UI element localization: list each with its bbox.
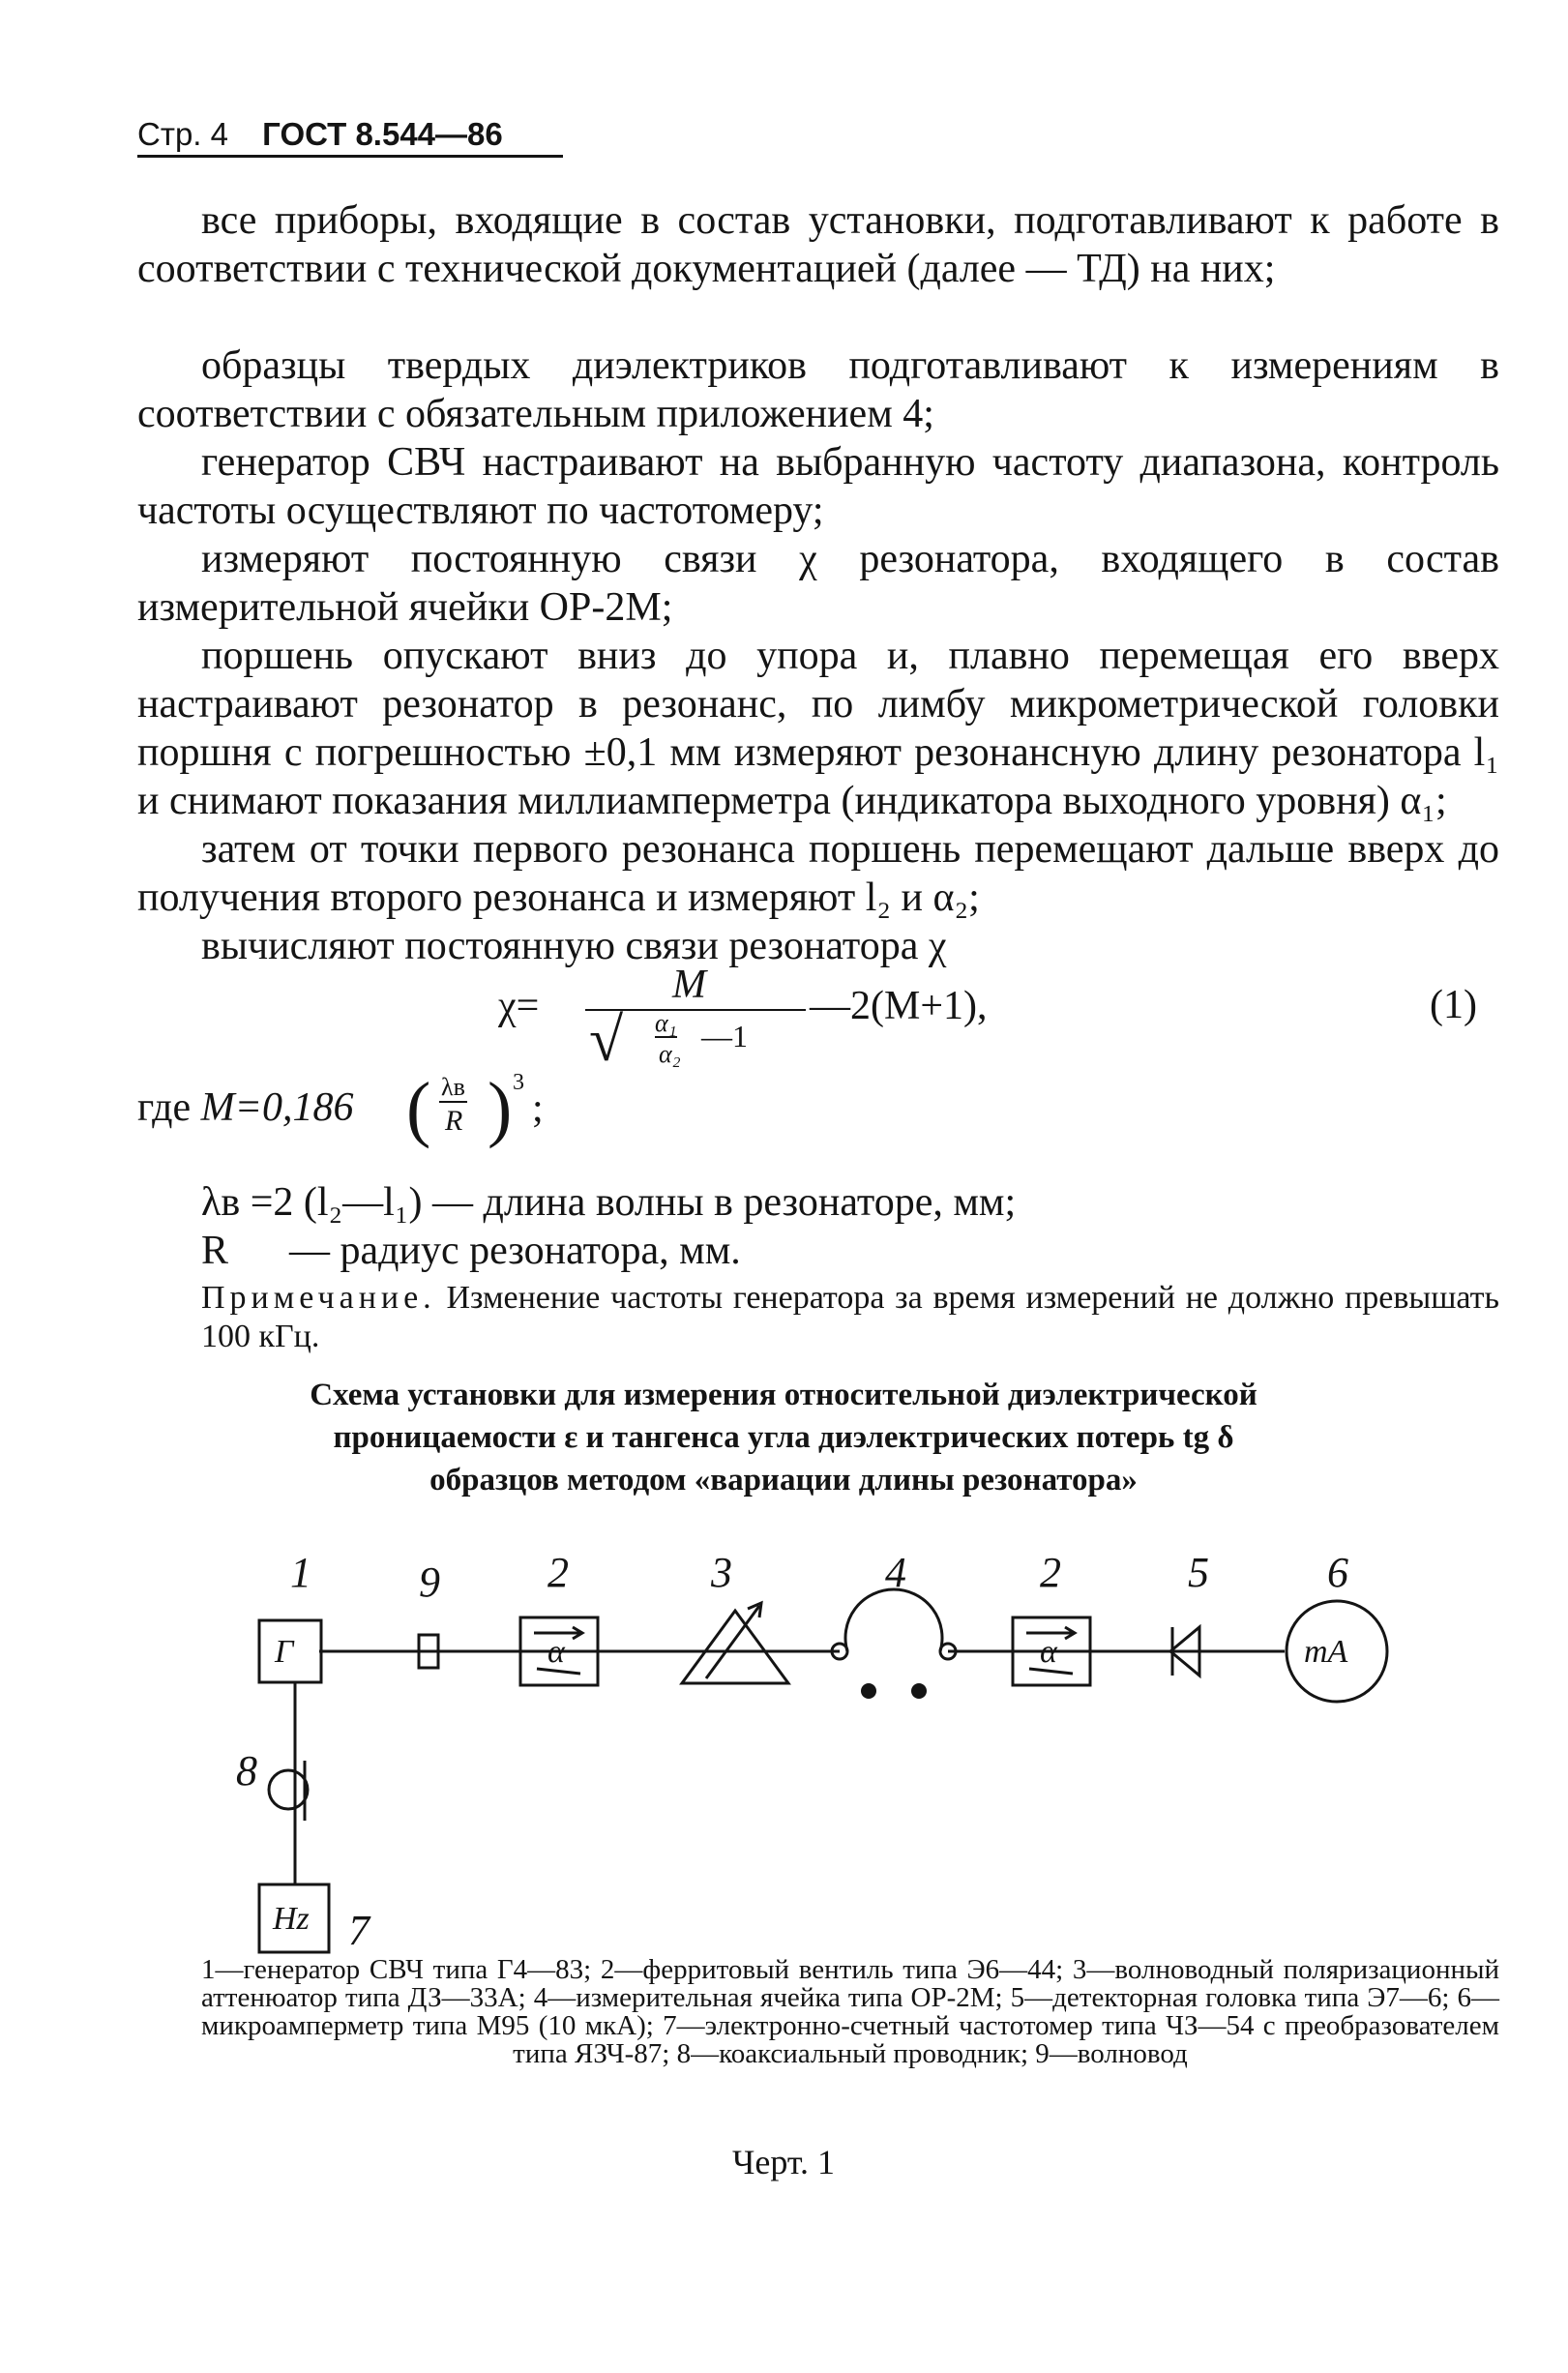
counter-label: Hz <box>273 1901 310 1937</box>
paragraph-6: затем от точки первого резонанса поршень перемещают дальше вверх до получения второго резонанса и измеряют l₂ и α₂; <box>137 827 1499 920</box>
title-line-3: образцов методом «вариации длины резонатора» <box>429 1463 1138 1498</box>
callout-2a: 2 <box>547 1549 569 1596</box>
measuring-cell-arc <box>845 1589 942 1651</box>
note-head: Примечание. <box>201 1280 436 1316</box>
paragraph-5: поршень опускают вниз до упора и, плавно перемещая его вверх настраивают резонатор в резонанс, по лимбу микрометрической головки поршня с погрешностью ±0,1 мм измеряют резонансную длину резонатора l₁ и снимают показания миллиамперметра (индикатора выходного уровня) α₁; <box>137 634 1499 823</box>
generator-label: Г <box>275 1634 294 1670</box>
power-label: 3 <box>513 1070 524 1095</box>
lambda-label: λв <box>441 1073 465 1101</box>
definition-radius: R — радиус резонатора, мм. <box>201 1229 741 1273</box>
alpha-1: α₁ <box>655 1009 677 1037</box>
figure-caption: Черт. 1 <box>732 2143 835 2181</box>
m-definition: M=0,186 <box>200 1085 354 1130</box>
alpha-2: α₂ <box>659 1040 681 1068</box>
callout-6: 6 <box>1327 1549 1348 1596</box>
isolator-1-alpha: α <box>547 1634 565 1670</box>
r-label: R <box>445 1105 463 1137</box>
formula-rhs: —2(M+1), <box>810 984 988 1028</box>
callout-9: 9 <box>419 1558 440 1606</box>
formula-lhs: χ= <box>498 984 540 1028</box>
callout-4: 4 <box>885 1549 906 1596</box>
callout-3: 3 <box>711 1549 732 1596</box>
title-line-1: Схема установки для измерения относительной диэлектрической <box>310 1378 1257 1412</box>
minus-one: —1 <box>701 1019 748 1053</box>
paragraph-2: образцы твердых диэлектриков подготавливают к измерениям в соответствии с обязательным приложением 4; <box>137 343 1499 436</box>
note-text: Изменение частоты генератора за время измерений не должно превышать 100 кГц. <box>201 1280 1500 1354</box>
paragraph-3: генератор СВЧ настраивают на выбранную частоту диапазона, контроль частоты осуществляют по частотомеру; <box>137 440 1499 533</box>
page-number: Стр. 4 <box>137 116 228 152</box>
callout-1: 1 <box>290 1549 311 1596</box>
formula-numerator: M <box>672 963 706 1007</box>
paragraph-7: вычисляют постоянную связи резонатора χ <box>201 924 947 968</box>
equation-number: (1) <box>1430 983 1477 1027</box>
radical-sign: √ <box>589 1005 624 1074</box>
callout-7: 7 <box>348 1907 370 1954</box>
title-line-2: проницаемости ε и тангенса угла диэлектрических потерь tg δ <box>333 1420 1234 1455</box>
cell-foot-left <box>861 1683 876 1699</box>
standard-number: ГОСТ 8.544—86 <box>262 116 503 152</box>
cell-foot-right <box>911 1683 927 1699</box>
paragraph-4: измеряют постоянную связи χ резонатора, входящего в состав измерительной ячейки ОР-2М; <box>137 537 1499 630</box>
isolator-2-alpha: α <box>1040 1634 1057 1670</box>
coax-conductor-circle <box>269 1770 308 1809</box>
callout-5: 5 <box>1188 1549 1209 1596</box>
callout-8: 8 <box>236 1747 257 1795</box>
callout-2b: 2 <box>1040 1549 1061 1596</box>
where-tail: ; <box>532 1086 544 1131</box>
m-expression: ( λв R ) 3 ; <box>406 1068 544 1149</box>
attenuator-arrow <box>706 1606 759 1678</box>
attenuator-triangle <box>682 1611 788 1683</box>
meter-label: mA <box>1304 1634 1348 1670</box>
where-prefix: где <box>137 1085 192 1130</box>
definition-lambda: λв =2 (l₂—l₁) — длина волны в резонаторе, мм; <box>201 1180 1017 1225</box>
figure-legend: 1—генератор СВЧ типа Г4—83; 2—ферритовый вентиль типа Э6—44; 3—волноводный поляризационный аттенюатор типа ДЗ—33А; 4—измерительная ячейка типа ОР-2М; 5—детекторная головка типа Э7—6; 6—микроамперметр типа М95 (10 мкА); 7—электронно-счетный частотомер типа ЧЗ—54 с преобразователем типа ЯЗЧ-87; 8—коаксиальный проводник; 9—волновод <box>201 1954 1499 2069</box>
paragraph-1: все приборы, входящие в состав установки, подготавливают к работе в соответствии с технической документацией (далее — ТД) на них; <box>137 198 1499 291</box>
